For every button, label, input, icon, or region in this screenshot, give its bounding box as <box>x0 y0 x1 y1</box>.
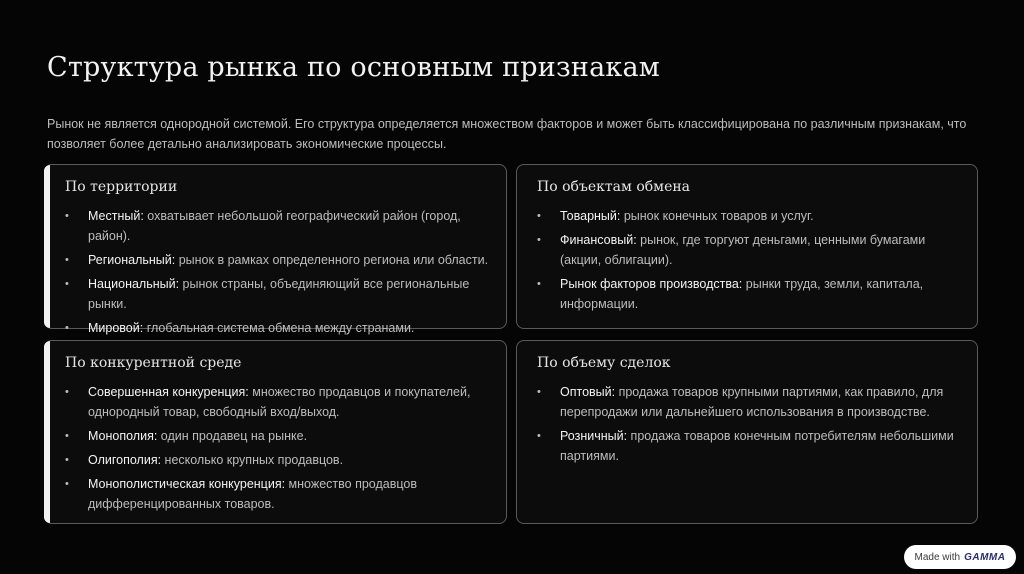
bullet-icon: • <box>65 454 69 466</box>
list-item <box>537 382 961 422</box>
bullet-icon: • <box>65 430 69 442</box>
list-item <box>537 206 961 226</box>
bullet-icon: • <box>537 386 541 398</box>
list-item <box>65 206 490 246</box>
bullet-icon: • <box>65 386 69 398</box>
item-text: охватывает небольшой географический район (город, район). <box>88 209 461 243</box>
item-text: множество продавцов дифференцированных товаров. <box>88 477 417 511</box>
item-text: рынок в рамках определенного региона или области. <box>175 253 489 267</box>
bullet-list <box>65 382 490 518</box>
bullet-icon: • <box>65 210 69 222</box>
card-exchange-objects <box>516 164 978 329</box>
item-text: несколько крупных продавцов. <box>161 453 344 467</box>
item-term: Национальный: <box>88 277 180 291</box>
card-competition <box>44 340 507 524</box>
item-text: один продавец на рынке. <box>157 429 308 443</box>
item-term: Розничный: <box>560 429 628 443</box>
bullet-icon: • <box>537 234 541 246</box>
item-text: рынок, где торгуют деньгами, ценными бумагами (акции, облигации). <box>560 233 926 267</box>
bullet-list <box>537 206 961 318</box>
list-item <box>65 382 490 422</box>
card-title: По объектам обмена <box>537 179 691 195</box>
list-item <box>65 450 490 470</box>
item-term: Монополистическая конкуренция: <box>88 477 286 491</box>
badge-prefix: Made with <box>914 551 961 563</box>
bullet-icon: • <box>65 278 69 290</box>
item-term: Товарный: <box>560 209 621 223</box>
item-text: рынок страны, объединяющий все региональные рынки. <box>88 277 470 311</box>
item-term: Региональный: <box>88 253 176 267</box>
item-term: Мировой: <box>88 321 144 335</box>
item-text: глобальная система обмена между странами. <box>143 321 415 335</box>
item-text: продажа товаров крупными партиями, как правило, для перепродажи или дальнейшего использования в производстве. <box>560 385 944 419</box>
bullet-icon: • <box>65 322 69 334</box>
item-text: рынок конечных товаров и услуг. <box>620 209 814 223</box>
card-accent-bar <box>44 341 50 523</box>
bullet-list <box>65 206 490 342</box>
list-item <box>65 426 490 446</box>
item-term: Оптовый: <box>560 385 616 399</box>
item-term: Местный: <box>88 209 144 223</box>
card-territory <box>44 164 507 335</box>
item-text: рынки труда, земли, капитала, информации. <box>560 277 924 311</box>
item-term: Рынок факторов производства: <box>560 277 743 291</box>
card-title: По объему сделок <box>537 355 671 371</box>
bullet-icon: • <box>537 278 541 290</box>
item-term: Совершенная конкуренция: <box>88 385 249 399</box>
bullet-icon: • <box>537 430 541 442</box>
item-text: множество продавцов и покупателей, однородный товар, свободный вход/выход. <box>88 385 471 419</box>
list-item <box>65 318 490 338</box>
item-text: продажа товаров конечным потребителям небольшими партиями. <box>560 429 954 463</box>
item-term: Олигополия: <box>88 453 162 467</box>
list-item <box>537 230 961 270</box>
bullet-list <box>537 382 961 470</box>
page-title: Структура рынка по основным признакам <box>47 52 660 83</box>
list-item <box>537 426 961 466</box>
gamma-logo-icon: GAMMA <box>964 551 1006 563</box>
bullet-icon: • <box>65 254 69 266</box>
card-deal-volume <box>516 340 978 524</box>
card-title: По конкурентной среде <box>65 355 242 371</box>
bullet-icon: • <box>65 478 69 490</box>
intro-paragraph: Рынок не является однородной системой. Его структура определяется множеством факторов и может быть классифицирована по различным признакам, что позволяет более детально анализировать экономические процессы. <box>47 117 967 151</box>
list-item <box>65 250 490 270</box>
list-item <box>65 474 490 514</box>
item-term: Финансовый: <box>560 233 637 247</box>
item-term: Монополия: <box>88 429 158 443</box>
bullet-icon: • <box>537 210 541 222</box>
card-title: По территории <box>65 179 178 195</box>
list-item <box>65 274 490 314</box>
list-item <box>537 274 961 314</box>
made-with-gamma-badge[interactable] <box>904 545 1016 569</box>
card-accent-bar <box>44 165 50 328</box>
